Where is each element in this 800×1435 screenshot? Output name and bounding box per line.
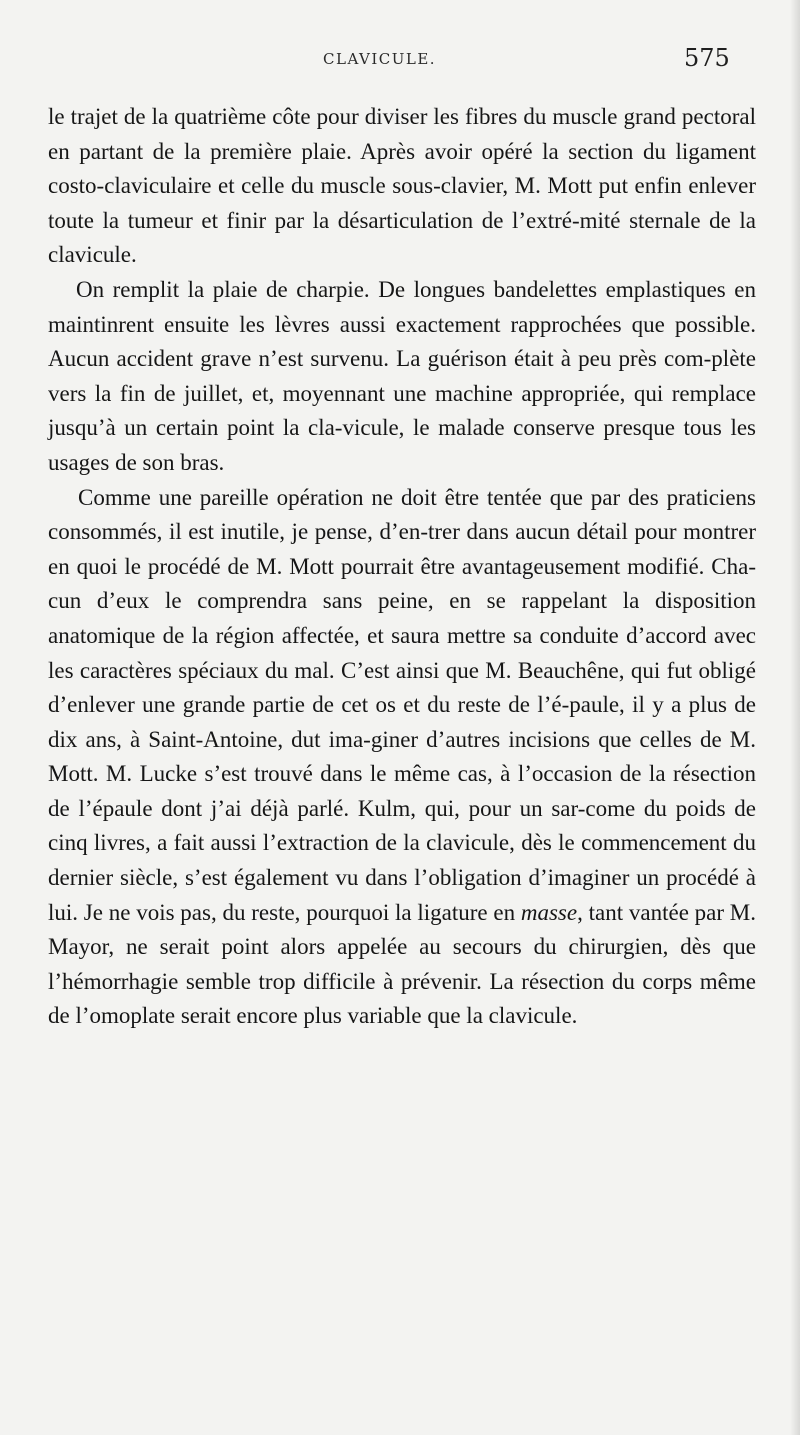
running-head: CLAVICULE. [323, 50, 437, 68]
body-text [48, 100, 756, 1034]
page-edge-shadow [790, 0, 800, 1435]
italic-word: masse [520, 899, 578, 925]
paragraph-3 [48, 481, 756, 1035]
paragraph-3-part-1: Comme une pareille opération ne doit être tentée que par des praticiens consommés, il est inutile, je pense, d’en-trer dans aucun détail pour montrer en quoi le procédé de M. Mott pourrait être avantageusement modifié. Cha-cun d’eux le comprendra sans peine, en se rappelant la disposition anatomique de la région affectée, et saura mettre sa conduite d’accord avec les caractères spéciaux du mal. C’est ainsi que M. Beauchêne, qui fut obligé d’enlever une grande partie de cet os et du reste de l’é-paule, il y a plus de dix ans, à Saint-Antoine, dut ima-giner d’autres incisions que celles de M. Mott. M. Lucke s’est trouvé dans le même cas, à l’occasion de la résection de l’épaule dont j’ai déjà parlé. Kulm, qui, pour un sar-come du poids de cinq livres, a fait aussi l’extraction de la clavicule, dès le commencement du dernier siècle, s’est également vu dans l’obligation d’imaginer un procédé à lui. Je ne vois pas, du reste, pourquoi la ligature en [48, 484, 756, 925]
paragraph-3-part-2: , tant vantée par M. Mayor, ne serait point alors appelée au secours du chirurgien, dès que l’hémorrhagie semble trop difficile à prévenir. La résection du corps même de l’omoplate serait encore plus variable que la clavicule. [48, 899, 757, 1029]
page-header [0, 46, 800, 82]
paragraph-1: le trajet de la quatrième côte pour diviser les fibres du muscle grand pectoral en partant de la première plaie. Après avoir opéré la section du ligament costo-claviculaire et celle du muscle sous-clavier, M. Mott put enfin enlever toute la tumeur et finir par la désarticulation de l’extré-mité sternale de la clavicule. [48, 104, 756, 268]
page-number: 575 [684, 44, 730, 72]
paragraph-2: On remplit la plaie de charpie. De longues bandelettes emplastiques en maintinrent ensuite les lèvres aussi exactement rapprochées que possible. Aucun accident grave n’est survenu. La guérison était à peu près com-plète vers la fin de juillet, et, moyennant une machine appropriée, qui remplace jusqu’à un certain point la cla-vicule, le malade conserve presque tous les usages de son bras. [48, 276, 756, 475]
